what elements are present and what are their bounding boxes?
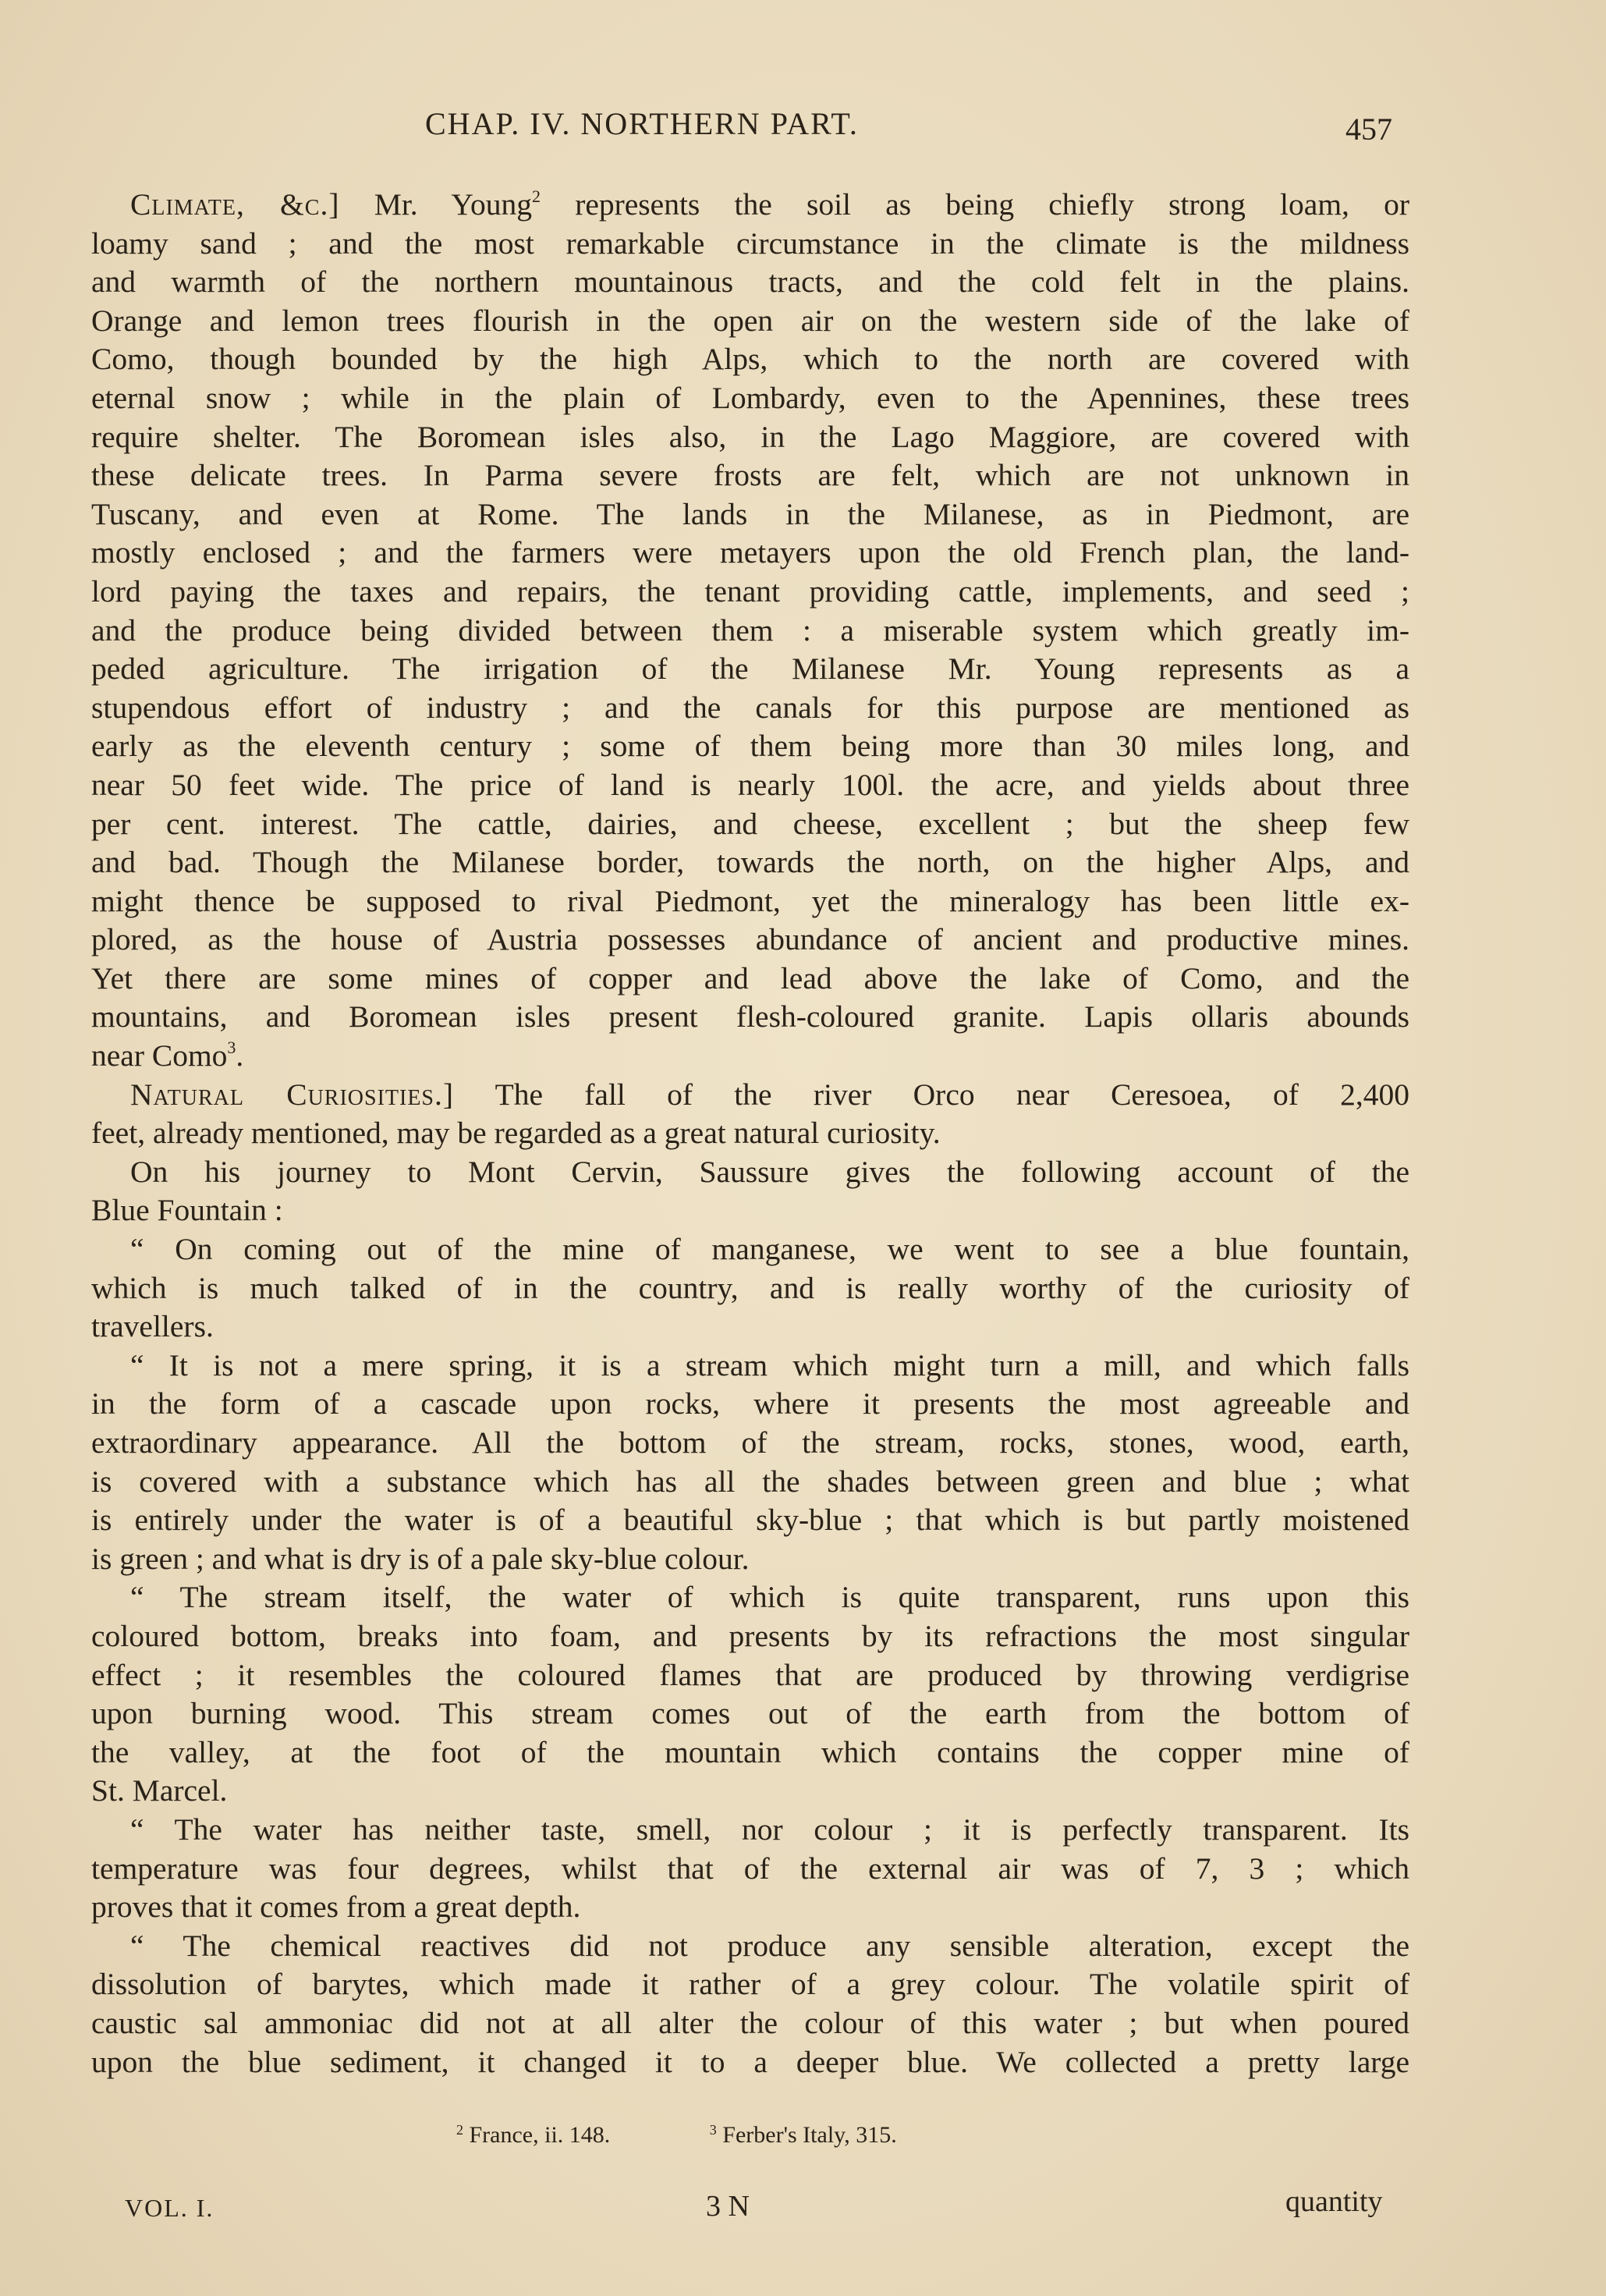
text-line: which is much talked of in the country, and is really worthy of the curiosity of xyxy=(91,1270,1409,1305)
text-line: is green ; and what is dry is of a pale sky-blue colour. xyxy=(91,1541,750,1576)
text-line: Como, though bounded by the high Alps, which to the north are covered with xyxy=(91,342,1409,377)
text-line: feet, already mentioned, may be regarded as a great natural curiosity. xyxy=(91,1116,941,1151)
text-line: “ On coming out of the mine of manganese, we went to see a blue fountain, xyxy=(130,1232,1409,1267)
text-line: upon the blue sediment, it changed it to a deeper blue. We collected a pretty large xyxy=(91,2044,1409,2079)
text-line: upon burning wood. This stream comes out of the earth from the bottom of xyxy=(91,1696,1409,1731)
text-line: these delicate trees. In Parma severe frosts are felt, which are not unknown in xyxy=(91,458,1409,493)
text-line: and bad. Though the Milanese border, towards the north, on the higher Alps, and xyxy=(91,845,1409,880)
text-line: caustic sal ammoniac did not at all alter the colour of this water ; but when poured xyxy=(91,2005,1409,2040)
text-line: travellers. xyxy=(91,1309,214,1344)
footnote-ref: 3 xyxy=(227,1038,236,1058)
footnotes xyxy=(456,2122,897,2149)
text-line: near Como$^3$. xyxy=(91,1038,244,1073)
text-line: and the produce being divided between them : a miserable system which greatly im- xyxy=(91,612,1409,648)
text-line: peded agriculture. The irrigation of the Milanese Mr. Young represents as a xyxy=(91,651,1409,687)
text-line: “ The chemical reactives did not produce any sensible alteration, except the xyxy=(130,1928,1409,1963)
text-line: Natural Curiosities.] The fall of the river Orco near Ceresoea, of 2,400 xyxy=(130,1077,1409,1112)
text-line: temperature was four degrees, whilst that of the external air was of 7, 3 ; which xyxy=(91,1851,1409,1886)
text-line: “ It is not a mere spring, it is a stream which might turn a mill, and which falls xyxy=(130,1347,1409,1382)
printer-signature-mark: 3 N xyxy=(706,2190,750,2223)
text-line: extraordinary appearance. All the bottom of the stream, rocks, stones, wood, earth, xyxy=(91,1425,1409,1460)
text-line: proves that it comes from a great depth. xyxy=(91,1890,581,1925)
text-line: Climate, &c.] Mr. Young$^2$ represents the soil as being chiefly strong loam, or xyxy=(130,186,1409,222)
text-line: “ The water has neither taste, smell, nor colour ; it is perfectly transparent. Its xyxy=(130,1812,1409,1847)
text-line: lord paying the taxes and repairs, the tenant providing cattle, implements, and seed ; xyxy=(91,573,1409,609)
body-text xyxy=(91,186,1409,2081)
text-line: “ The stream itself, the water of which is quite transparent, runs upon this xyxy=(130,1580,1409,1615)
running-head: CHAP. IV. NORTHERN PART. xyxy=(425,106,859,141)
footnote-2: $^2$ France, ii. 148. xyxy=(456,2122,611,2148)
text-line: near 50 feet wide. The price of land is nearly 100l. the acre, and yields about three xyxy=(91,767,1409,802)
text-line: eternal snow ; while in the plain of Lombardy, even to the Apennines, these trees xyxy=(91,380,1409,415)
text-line: dissolution of barytes, which made it rather of a grey colour. The volatile spirit of xyxy=(91,1967,1409,2002)
text-line: mountains, and Boromean isles present flesh-coloured granite. Lapis ollaris abounds xyxy=(91,999,1409,1034)
text-line: and warmth of the northern mountainous tracts, and the cold felt in the plains. xyxy=(91,264,1409,300)
text-line: effect ; it resembles the coloured flames that are produced by throwing verdigrise xyxy=(91,1657,1409,1692)
text-line: the valley, at the foot of the mountain which contains the copper mine of xyxy=(91,1734,1409,1769)
catchword: quantity xyxy=(1285,2185,1383,2218)
text-line: in the form of a cascade upon rocks, where it presents the most agreeable and xyxy=(91,1386,1409,1421)
volume-signature: VOL. I. xyxy=(125,2194,214,2222)
text-line: might thence be supposed to rival Piedmont, yet the mineralogy has been little ex- xyxy=(91,883,1409,918)
footnote-ref: 2 xyxy=(531,186,541,206)
page-number: 457 xyxy=(1345,112,1392,147)
text-line: is covered with a substance which has all the shades between green and blue ; what xyxy=(91,1464,1409,1499)
text-line: plored, as the house of Austria possesses abundance of ancient and productive mines. xyxy=(91,922,1409,957)
footnote-3: $^3$ Ferber's Italy, 315. xyxy=(709,2122,897,2148)
text-line: stupendous effort of industry ; and the canals for this purpose are mentioned as xyxy=(91,690,1409,725)
text-line: loamy sand ; and the most remarkable circumstance in the climate is the mildness xyxy=(91,225,1409,261)
text-line: early as the eleventh century ; some of them being more than 30 miles long, and xyxy=(91,729,1409,764)
text-line: Orange and lemon trees flourish in the open air on the western side of the lake of xyxy=(91,303,1409,338)
text-line: St. Marcel. xyxy=(91,1773,228,1808)
section-heading-curiosities: Natural Curiosities.] xyxy=(130,1077,455,1112)
text-line: per cent. interest. The cattle, dairies, and cheese, excellent ; but the sheep few xyxy=(91,806,1409,841)
text-line: Yet there are some mines of copper and lead above the lake of Como, and the xyxy=(91,960,1409,995)
text-line: require shelter. The Boromean isles also, in the Lago Maggiore, are covered with xyxy=(91,419,1409,454)
text-line: coloured bottom, breaks into foam, and presents by its refractions the most singular xyxy=(91,1618,1409,1653)
text-line: is entirely under the water is of a beautiful sky-blue ; that which is but partly moistened xyxy=(91,1503,1409,1538)
text-line: mostly enclosed ; and the farmers were metayers upon the old French plan, the land- xyxy=(91,535,1409,570)
text-line: On his journey to Mont Cervin, Saussure gives the following account of the xyxy=(130,1154,1409,1189)
text-line: Tuscany, and even at Rome. The lands in the Milanese, as in Piedmont, are xyxy=(91,496,1409,531)
text-line: Blue Fountain : xyxy=(91,1193,283,1228)
section-heading-climate: Climate, &c.] xyxy=(130,187,340,222)
